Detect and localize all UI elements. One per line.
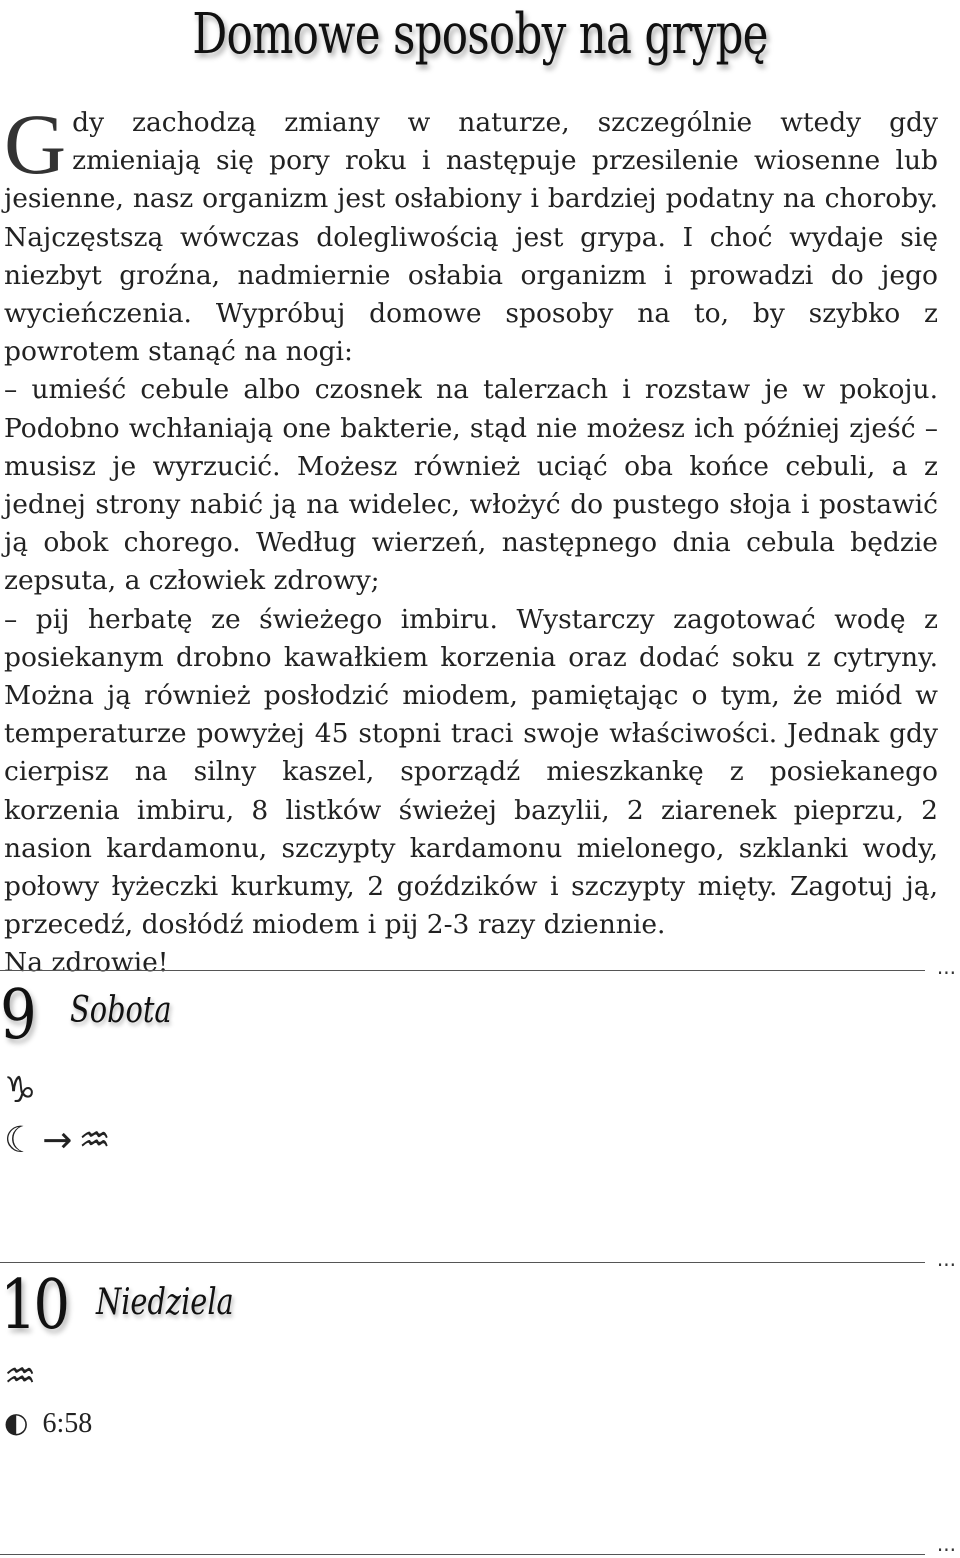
intro-paragraph: [4, 96, 938, 371]
separator-line: [0, 1554, 925, 1555]
intro-text: dy zachodzą zmiany w naturze, szczególnie wtedy gdy zmieniają się pory roku i następuje przesilenie wiosenne lub jesienne, nasz organizm jest osłabiony i bardziej podatny na choroby. Najczęstszą wówczas dolegliwością jest grypa. I choć wydaje się niezbyt groźna, nadmiernie osłabia organizm i prowadzi do jego wycieńczenia. Wypróbuj domowe sposoby na to, by szybko z powrotem stanąć na nogi:: [4, 107, 938, 368]
drop-cap: G: [4, 96, 67, 192]
day-name: Sobota: [70, 990, 172, 1031]
separator-line: [0, 970, 925, 971]
ellipsis: ...: [936, 1247, 956, 1271]
list-item: – umieść cebule albo czosnek na talerzach i rozstaw je w pokoju. Podobno wchłaniają one bakterie, stąd nie możesz ich później zjeść – musisz je wyrzucić. Możesz również uciąć oba końce cebuli, a z jednej strony nabić ją na widelec, włożyć do pustego słoja i postawić ją obok chorego. Według wierzeń, następnego dnia cebula będzie zepsuta, a człowiek zdrowy;: [4, 374, 938, 597]
half-moon-icon: ◐: [4, 1406, 29, 1439]
article-body: [4, 96, 938, 983]
day-number: 10: [0, 1266, 67, 1345]
list-item: – pij herbatę ze świeżego imbiru. Wystarczy zagotować wodę z posiekanym drobno kawałkiem korzenia oraz dodać soku z cytryny. Można ją również posłodzić miodem, pamiętając o tym, że miód w temperaturze powyżej 45 stopni traci swoje właściwości. Jednak gdy cierpisz na silny kaszel, sporządź mieszkankę z posiekanego korzenia imbiru, 8 listków świeżej bazylii, 2 ziarenek pieprzu, 2 nasion kardamonu, szczypty kardamonu mielonego, szklanki wody, połowy łyżeczki kurkumy, 2 goździków i szczypty mięty. Zagotuj ją, przecedź, dosłódź miodem i pij 2-3 razy dziennie.: [4, 603, 938, 941]
capricorn-icon: ♑: [4, 1070, 37, 1111]
ellipsis: ...: [936, 955, 956, 979]
aquarius-icon: ♒: [78, 1120, 111, 1161]
separator-line: [0, 1262, 925, 1263]
day-name: Niedziela: [96, 1282, 234, 1323]
arrow-icon: →: [42, 1120, 73, 1161]
moon-icon: ☾: [4, 1120, 37, 1161]
day-number: 9: [0, 976, 34, 1055]
moon-phase-time: [4, 1406, 92, 1440]
moon-phase-time-value: 6:58: [42, 1408, 93, 1439]
moon-transit: [4, 1120, 111, 1161]
page-title: Domowe sposoby na grypę: [192, 2, 768, 67]
closing-text: Na zdrowie!: [4, 947, 169, 979]
ellipsis: ...: [936, 1532, 956, 1556]
aquarius-icon: ♒: [4, 1356, 37, 1397]
